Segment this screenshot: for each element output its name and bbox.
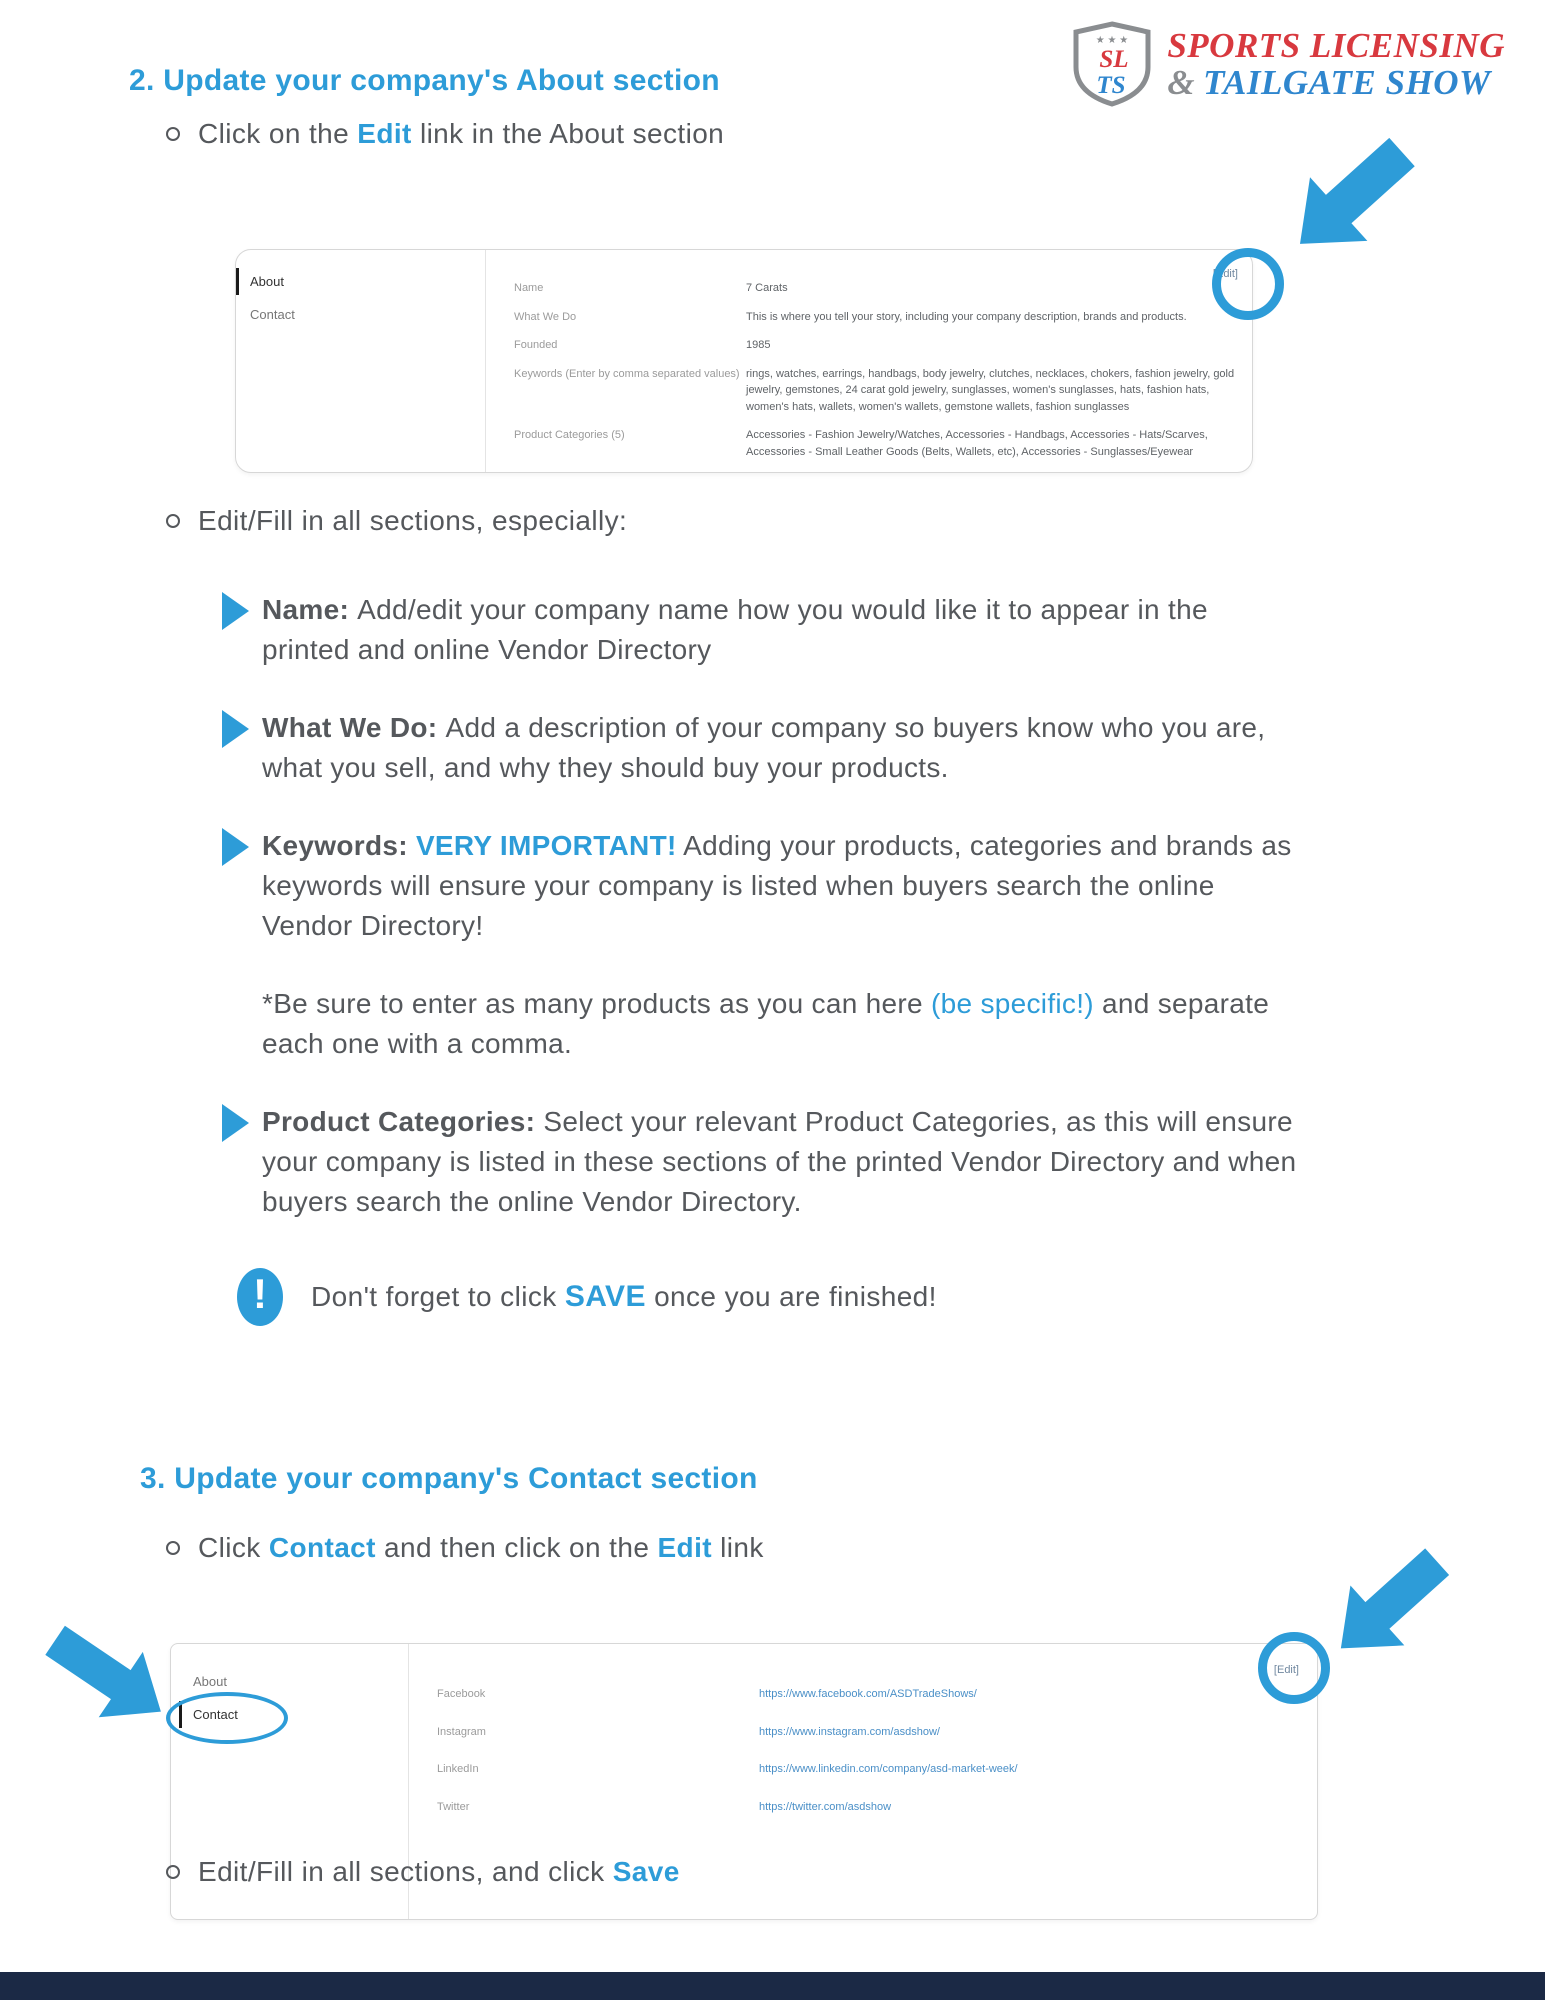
brand-line2-text: TAILGATE SHOW: [1203, 63, 1491, 102]
field-label: LinkedIn: [437, 1763, 479, 1775]
field-value: 1985: [746, 339, 771, 351]
circle-bullet-icon: [166, 1541, 180, 1555]
field-row-facebook: [437, 1686, 1301, 1703]
section2-heading: 2. Update your company's About section: [129, 64, 720, 97]
callout-arrow-icon: [1265, 113, 1437, 282]
save-emphasis: Save: [612, 1856, 680, 1887]
about-fields: [486, 250, 1252, 472]
triangle-bullet-icon: [222, 592, 249, 630]
bullet-text: What We Do: Add a description of your company so buyers know who you are, what you sell, and why they should buy your products.: [262, 712, 1266, 783]
bullet-name: [222, 590, 1297, 670]
field-value: 7 Carats: [746, 282, 788, 294]
field-link[interactable]: https://www.facebook.com/ASDTradeShows/: [759, 1688, 977, 1700]
edit-link[interactable]: [Edit]: [1273, 1664, 1299, 1676]
sidebar-item-contact[interactable]: Contact: [179, 1701, 238, 1728]
screenshot-sidebar: [236, 250, 486, 472]
brand-line1: SPORTS LICENSING: [1167, 26, 1505, 65]
field-value: rings, watches, earrings, handbags, body jewelry, clutches, necklaces, chokers, fashion jewelry, gold jewelry, gemstones, 24 carat gold jewelry, sunglasses, women's sunglasses, hats, fashion hats, women's hats, wallets, women's wallets, gemstone wallets, fashion sunglasses: [746, 367, 1235, 413]
callout-arrow-icon: [1308, 1525, 1470, 1685]
field-label: Twitter: [437, 1800, 470, 1813]
field-row-what-we-do: [514, 309, 1236, 326]
callout-arrow-icon: [28, 1601, 189, 1751]
very-important-emphasis: VERY IMPORTANT!: [415, 830, 677, 861]
logo-ts: TS: [1096, 72, 1126, 99]
field-link[interactable]: https://www.instagram.com/asdshow/: [759, 1725, 940, 1738]
triangle-bullet-icon: [222, 828, 249, 866]
circle-bullet-icon: [166, 127, 180, 141]
edit-link-emphasis: Edit: [357, 118, 412, 149]
shield-logo-icon: [1071, 20, 1153, 108]
step-fill-and-save: [166, 1856, 680, 1888]
footer-bar: [0, 1972, 1545, 2000]
triangle-bullet-icon: [222, 1104, 249, 1142]
about-section-screenshot: [235, 249, 1253, 473]
be-specific-emphasis: (be specific!): [931, 988, 1094, 1019]
field-label: Name: [514, 282, 544, 294]
bullet-text: Name: Add/edit your company name how you would like it to appear in the printed and online Vendor Directory: [262, 594, 1208, 665]
circle-bullet-icon: [166, 514, 180, 528]
circle-bullet-icon: [166, 1865, 180, 1879]
field-row-instagram: [437, 1724, 1301, 1741]
sidebar-item-about[interactable]: About: [236, 268, 284, 295]
step-edit-fill-sections: [166, 505, 627, 537]
field-label: Founded: [514, 339, 558, 351]
field-label: Product Categories (5): [514, 429, 625, 441]
section3-heading: 3. Update your company's Contact section: [140, 1462, 758, 1495]
sidebar-item-contact[interactable]: Contact: [250, 307, 295, 322]
brand-ampersand: &: [1167, 63, 1196, 102]
bullet-text: Product Categories: Select your relevant Product Categories, as this will ensure your company is listed in these sections of the printed Vendor Directory and when buyers search the online Vendor Directory.: [262, 1106, 1297, 1217]
field-row-twitter: [437, 1799, 1301, 1816]
field-row-product-categories: [514, 427, 1236, 460]
field-row-name: [514, 280, 1236, 297]
highlight-circle: [1212, 248, 1284, 320]
field-row-founded: [514, 337, 1236, 354]
step-text: Edit/Fill in all sections, and click Save: [198, 1856, 680, 1887]
bullet-keywords: [222, 826, 1297, 946]
save-emphasis: SAVE: [564, 1280, 646, 1313]
highlight-circle: [1258, 1632, 1330, 1704]
triangle-bullet-icon: [222, 710, 249, 748]
bullet-what-we-do: [222, 708, 1297, 788]
field-label: Facebook: [437, 1688, 486, 1700]
field-row-linkedin: [437, 1761, 1301, 1778]
logo-sl: SL: [1099, 46, 1129, 73]
step-text: Click Contact and then click on the Edit link: [198, 1532, 764, 1563]
logo-stars: ★ ★ ★: [1096, 35, 1129, 46]
brand-line2: [1167, 64, 1505, 101]
sidebar-item-about[interactable]: About: [193, 1674, 227, 1689]
field-label: What We Do: [514, 310, 577, 323]
edit-link-emphasis: Edit: [657, 1532, 712, 1563]
contact-emphasis: Contact: [268, 1532, 376, 1563]
keywords-footnote: *Be sure to enter as many products as you can here (be specific!) and separate each one with a comma.: [262, 988, 1270, 1059]
step-text: Edit/Fill in all sections, especially:: [198, 505, 628, 536]
step-click-contact-edit: [166, 1532, 764, 1564]
field-instructions-list: [222, 590, 1297, 1260]
field-value: This is where you tell your story, including your company description, brands and products.: [746, 310, 1187, 323]
field-row-keywords: [514, 366, 1236, 416]
field-link[interactable]: https://www.linkedin.com/company/asd-market-week/: [759, 1763, 1018, 1775]
save-reminder-text: Don't forget to click SAVE once you are finished!: [311, 1280, 937, 1313]
brand-wordmark: [1167, 27, 1505, 101]
field-value: Accessories - Fashion Jewelry/Watches, Accessories - Handbags, Accessories - Hats/Scarves, Accessories - Small Leather Goods (Belts, Wallets, etc), Accessories - Sunglasses/Eyewear: [746, 429, 1208, 458]
field-label: Instagram: [437, 1725, 486, 1738]
save-reminder: [237, 1268, 937, 1326]
field-label: Keywords (Enter by comma separated values): [514, 367, 740, 380]
bullet-text: Keywords: VERY IMPORTANT! Adding your products, categories and brands as keywords will ensure your company is listed when buyers search the online Vendor Directory!: [262, 830, 1292, 941]
brand-logo: [1071, 20, 1505, 108]
step-text: Click on the Edit link in the About section: [198, 118, 725, 149]
step-click-edit-about: [166, 118, 724, 150]
field-link[interactable]: https://twitter.com/asdshow: [759, 1800, 892, 1813]
exclamation-icon: !: [237, 1268, 283, 1326]
bullet-product-categories: [222, 1102, 1297, 1222]
edit-link[interactable]: [Edit]: [1212, 268, 1238, 280]
